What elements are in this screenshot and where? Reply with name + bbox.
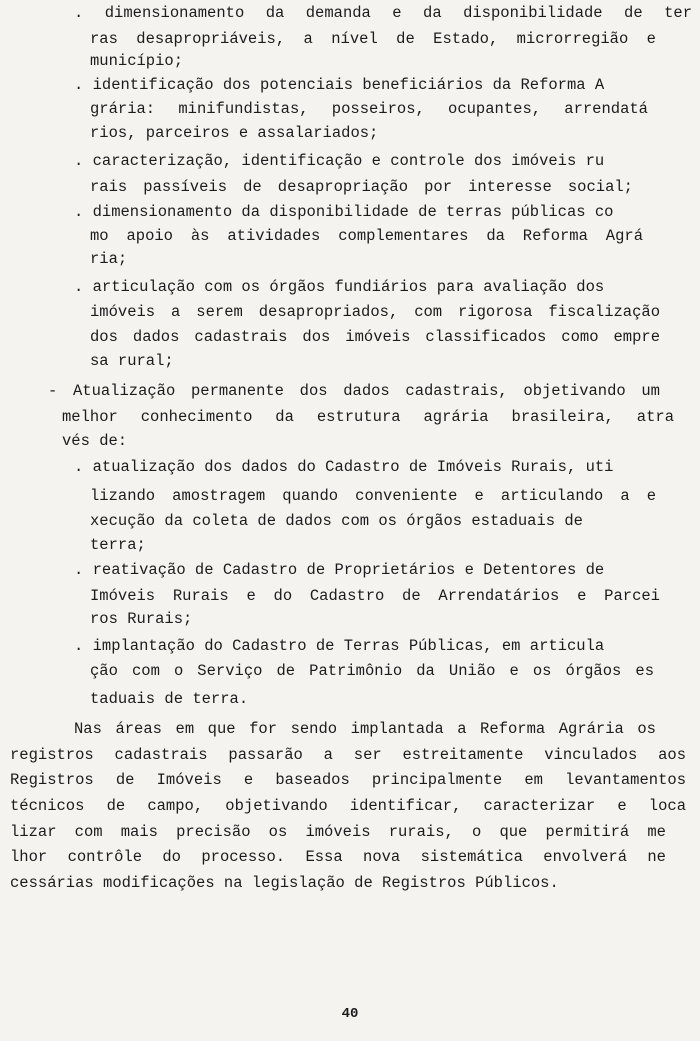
text-line: sa rural; (90, 352, 174, 370)
text-line: . reativação de Cadastro de Proprietários e Detentores de (74, 561, 605, 579)
text-line: município; (90, 52, 184, 70)
text-line: grária: minifundistas, posseiros, ocupantes, arrendatá (90, 100, 648, 118)
text-line: rios, parceiros e assalariados; (90, 124, 379, 142)
text-line: . articulação com os órgãos fundiários para avaliação dos (74, 278, 605, 296)
text-line: . atualização dos dados do Cadastro de Imóveis Rurais, uti (74, 458, 614, 476)
text-line: rais passíveis de desapropriação por interesse social; (90, 178, 633, 196)
text-line: ros Rurais; (90, 610, 193, 628)
text-line: ras desapropriáveis, a nível de Estado, microrregião e (90, 30, 656, 48)
text-line: - Atualização permanente dos dados cadastrais, objetivando um (48, 382, 660, 400)
text-line: . identificação dos potenciais beneficiários da Reforma A (74, 76, 605, 94)
text-line: técnicos de campo, objetivando identificar, caracterizar e loca (10, 797, 686, 815)
text-line: lhor contrôle do processo. Essa nova sistemática envolverá ne (10, 848, 666, 866)
text-line: . dimensionamento da demanda e da disponibilidade de ter (74, 4, 692, 22)
text-line: imóveis a serem desapropriados, com rigorosa fiscalização (90, 303, 660, 321)
text-line: Imóveis Rurais e do Cadastro de Arrendatários e Parcei (90, 587, 660, 605)
text-line: Registros de Imóveis e baseados principalmente em levantamentos (10, 771, 686, 789)
text-line: vés de: (62, 432, 128, 450)
text-line: ria; (90, 250, 128, 268)
text-line: . caracterização, identificação e controle dos imóveis ru (74, 152, 605, 170)
page-number: 40 (341, 1006, 359, 1022)
text-line: terra; (90, 536, 146, 554)
text-line: ção com o Serviço de Patrimônio da União e os órgãos es (90, 662, 654, 680)
text-line: . implantação do Cadastro de Terras Públicas, em articula (74, 637, 605, 655)
text-line: mo apoio às atividades complementares da Reforma Agrá (90, 227, 643, 245)
text-line: lizar com mais precisão os imóveis rurais, o que permitirá me (10, 823, 666, 841)
text-line: registros cadastrais passarão a ser estreitamente vinculados aos (10, 746, 686, 764)
text-line: dos dados cadastrais dos imóveis classificados como empre (90, 328, 660, 346)
text-line: lizando amostragem quando conveniente e articulando a e (90, 487, 656, 505)
text-line: Nas áreas em que for sendo implantada a Reforma Agrária os (74, 720, 656, 738)
text-line: cessárias modificações na legislação de Registros Públicos. (10, 874, 559, 892)
text-line: melhor conhecimento da estrutura agrária brasileira, atra (62, 408, 674, 426)
text-line: xecução da coleta de dados com os órgãos estaduais de (90, 512, 583, 530)
text-line: . dimensionamento da disponibilidade de terras públicas co (74, 203, 614, 221)
text-line: taduais de terra. (90, 690, 249, 708)
